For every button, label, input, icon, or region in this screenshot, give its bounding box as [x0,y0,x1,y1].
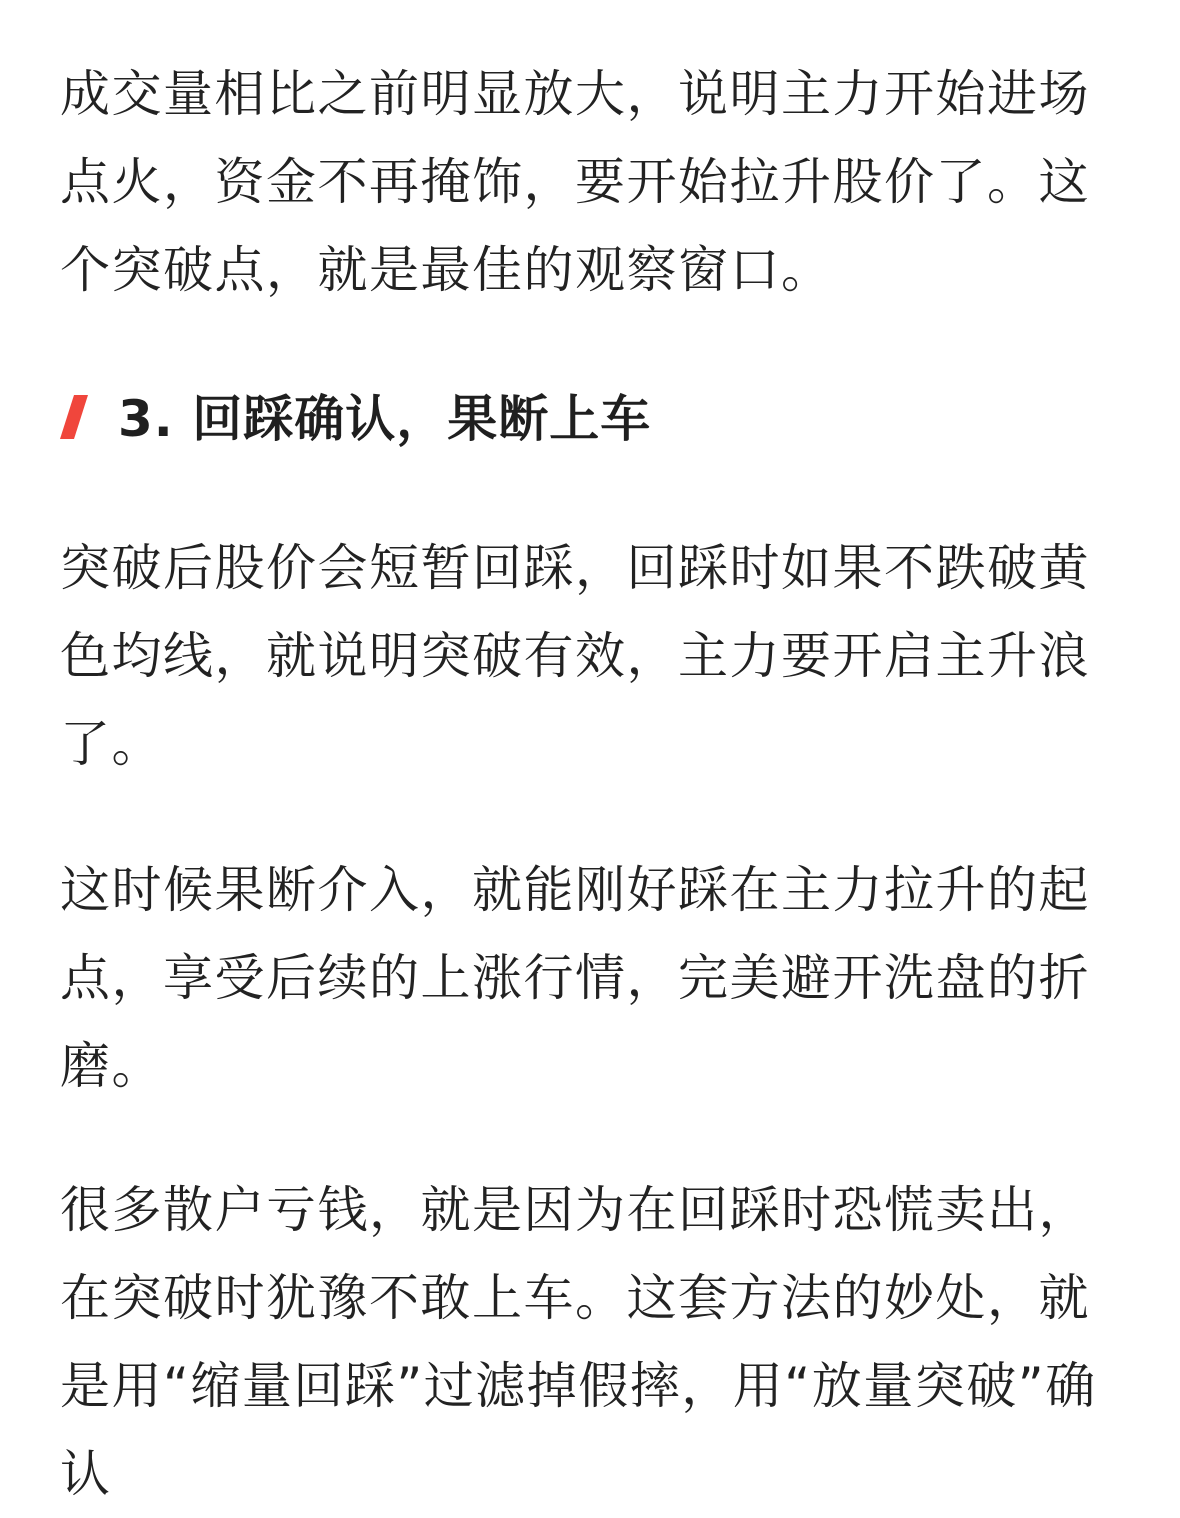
paragraph-volume-breakout: 成交量相比之前明显放大，说明主力开始进场点火，资金不再掩饰，要开始拉升股价了。这个突破点，就是最佳的观察窗口。 [60,65,1090,299]
paragraph-retail-mistake: 很多散户亏钱，就是因为在回踩时恐慌卖出，在突破时犹豫不敢上车。这套方法的妙处，就是用“缩量回踩”过滤掉假摔，用“放量突破”确认 [60,1181,1097,1503]
section-heading [60,370,651,460]
slash-icon [60,393,88,437]
paragraph-entry: 这时候果断介入，就能刚好踩在主力拉升的起点，享受后续的上涨行情，完美避开洗盘的折磨。 [60,861,1090,1095]
section-heading-text: 3. 回踩确认，果断上车 [118,390,652,448]
paragraph-pullback: 突破后股价会短暂回踩，回踩时如果不跌破黄色均线，就说明突破有效，主力要开启主升浪了。 [60,539,1090,773]
